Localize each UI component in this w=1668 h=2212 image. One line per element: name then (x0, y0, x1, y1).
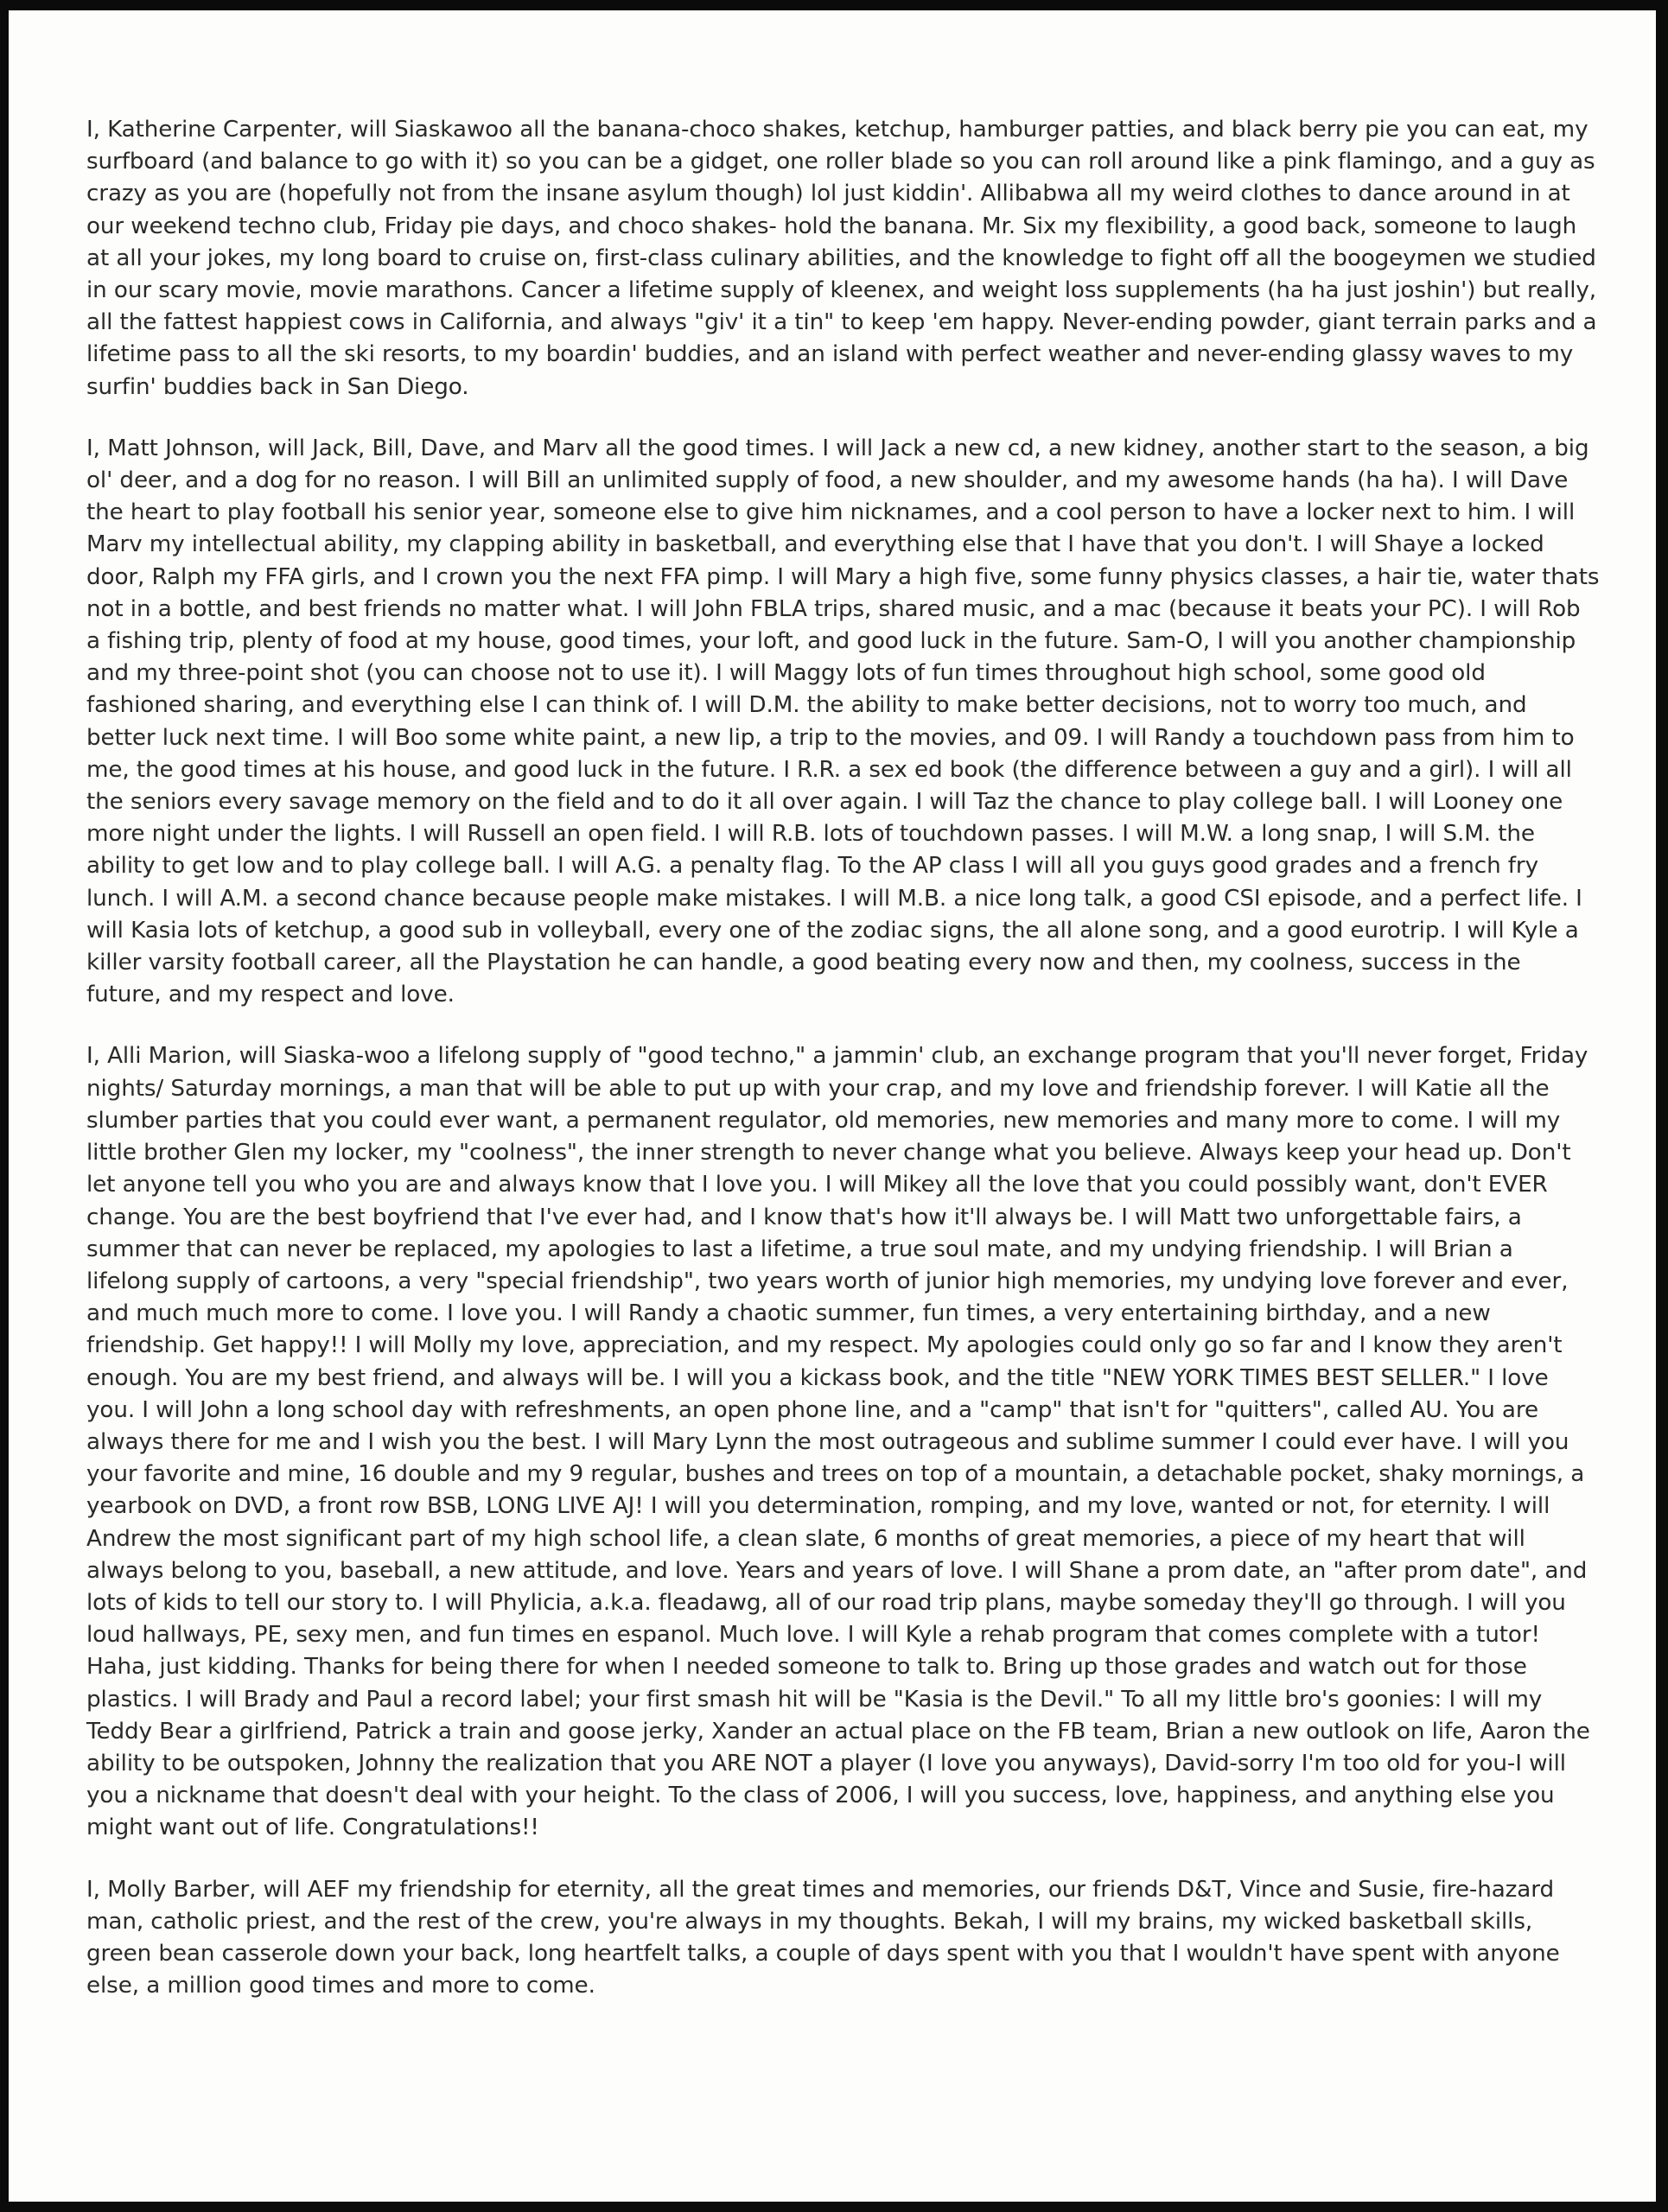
will-paragraph-matt-johnson: I, Matt Johnson, will Jack, Bill, Dave, and Marv all the good times. I will Jack a new cd, a new kidney, another start to the season, a big ol' deer, and a dog for no reason. I will Bill an unlimited supply of food, a new shoulder, and my awesome hands (ha ha). I will Dave the heart to play football his senior year, someone else to give him nicknames, and a cool person to have a locker next to him. I will Marv my intellectual ability, my clapping ability in basketball, and everything else that I have that you don't. I will Shaye a locked door, Ralph my FFA girls, and I crown you the next FFA pimp. I will Mary a high five, some funny physics classes, a hair tie, water thats not in a bottle, and best friends no matter what. I will John FBLA trips, shared music, and a mac (because it beats your PC). I will Rob a fishing trip, plenty of food at my house, good times, your loft, and good luck in the future. Sam-O, I will you another championship and my three-point shot (you can choose not to use it). I will Maggy lots of fun times throughout high school, some good old fashioned sharing, and everything else I can think of. I will D.M. the ability to make better decisions, not to worry too much, and better luck next time. I will Boo some white paint, a new lip, a trip to the movies, and 09. I will Randy a touchdown pass from him to me, the good times at his house, and good luck in the future. I R.R. a sex ed book (the difference between a guy and a girl). I will all the seniors every savage memory on the field and to do it all over again. I will Taz the chance to play college ball. I will Looney one more night under the lights. I will Russell an open field. I will R.B. lots of touchdown passes. I will M.W. a long snap, I will S.M. the ability to get low and to play college ball. I will A.G. a penalty flag. To the AP class I will all you guys good grades and a french fry lunch. I will A.M. a second chance because people make mistakes. I will M.B. a nice long talk, a good CSI episode, and a perfect life. I will Kasia lots of ketchup, a good sub in volleyball, every one of the zodiac signs, the all alone song, and a good eurotrip. I will Kyle a killer varsity football career, all the Playstation he can handle, a good beating every now and then, my coolness, success in the future, and my respect and love. (86, 435, 1600, 1008)
document-body (86, 114, 1601, 2031)
will-paragraph-molly-barber: I, Molly Barber, will AEF my friendship for eternity, all the great times and memories, our friends D&T, Vince and Susie, fire-hazard man, catholic priest, and the rest of the crew, you're always in my thoughts. Bekah, I will my brains, my wicked basketball skills, green bean casserole down your back, long heartfelt talks, a couple of days spent with you that I wouldn't have spent with anyone else, a million good times and more to come. (86, 1876, 1560, 1999)
will-paragraph-katherine-carpenter: I, Katherine Carpenter, will Siaskawoo all the banana-choco shakes, ketchup, hamburger patties, and black berry pie you can eat, my surfboard (and balance to go with it) so you can be a gidget, one roller blade so you can roll around like a pink flamingo, and a guy as crazy as you are (hopefully not from the insane asylum though) lol just kiddin'. Allibabwa all my weird clothes to dance around in at our weekend techno club, Friday pie days, and choco shakes- hold the banana. Mr. Six my flexibility, a good back, someone to laugh at all your jokes, my long board to cruise on, first-class culinary abilities, and the knowledge to fight off all the boogeymen we studied in our scary movie, movie marathons. Cancer a lifetime supply of kleenex, and weight loss supplements (ha ha just joshin') but really, all the fattest happiest cows in California, and always "giv' it a tin" to keep 'em happy. Never-ending powder, giant terrain parks and a lifetime pass to all the ski resorts, to my boardin' buddies, and an island with perfect weather and never-ending glassy waves to my surfin' buddies back in San Diego. (86, 117, 1597, 400)
will-paragraph-alli-marion: I, Alli Marion, will Siaska-woo a lifelong supply of "good techno," a jammin' club, an exchange program that you'll never forget, Friday nights/ Saturday mornings, a man that will be able to put up with your crap, and my love and friendship forever. I will Katie all the slumber parties that you could ever want, a permanent regulator, old memories, new memories and many more to come. I will my little brother Glen my locker, my "coolness", the inner strength to never change what you believe. Always keep your head up. Don't let anyone tell you who you are and always know that I love you. I will Mikey all the love that you could possibly want, don't EVER change. You are the best boyfriend that I've ever had, and I know that's how it'll always be. I will Matt two unforgettable fairs, a summer that can never be replaced, my apologies to last a lifetime, a true soul mate, and my undying friendship. I will Brian a lifelong supply of cartoons, a very "special friendship", two years worth of junior high memories, my undying love forever and ever, and much much more to come. I love you. I will Randy a chaotic summer, fun times, a very entertaining birthday, and a new friendship. Get happy!! I will Molly my love, appreciation, and my respect. My apologies could only go so far and I know they aren't enough. You are my best friend, and always will be. I will you a kickass book, and the title "NEW YORK TIMES BEST SELLER." I love you. I will John a long school day with refreshments, an open phone line, and a "camp" that isn't for "quitters", called AU. You are always there for me and I wish you the best. I will Mary Lynn the most outrageous and sublime summer I could ever have. I will you your favorite and mine, 16 double and my 9 regular, bushes and trees on top of a mountain, a detachable pocket, shaky mornings, a yearbook on DVD, a front row BSB, LONG LIVE AJ! I will you determination, romping, and my love, wanted or not, for eternity. I will Andrew the most significant part of my high school life, a clean slate, 6 months of great memories, a piece of my heart that will always belong to you, baseball, a new attitude, and love. Years and years of love. I will Shane a prom date, an "after prom date", and lots of kids to tell our story to. I will Phylicia, a.k.a. fleadawg, all of our road trip plans, maybe someday they'll go through. I will you loud hallways, PE, sexy men, and fun times en espanol. Much love. I will Kyle a rehab program that comes complete with a tutor! Haha, just kidding. Thanks for being there for when I needed someone to talk to. Bring up those grades and watch out for those plastics. I will Brady and Paul a record label; your first smash hit will be "Kasia is the Devil." To all my little bro's goonies: I will my Teddy Bear a girlfriend, Patrick a train and goose jerky, Xander an actual place on the FB team, Brian a new outlook on life, Aaron the ability to be outspoken, Johnny the realization that you ARE NOT a player (I love you anyways), David-sorry I'm too old for you-I will you a nickname that doesn't deal with your height. To the class of 2006, I will you success, love, happiness, and anything else you might want out of life. Congratulations!! (86, 1043, 1590, 1841)
